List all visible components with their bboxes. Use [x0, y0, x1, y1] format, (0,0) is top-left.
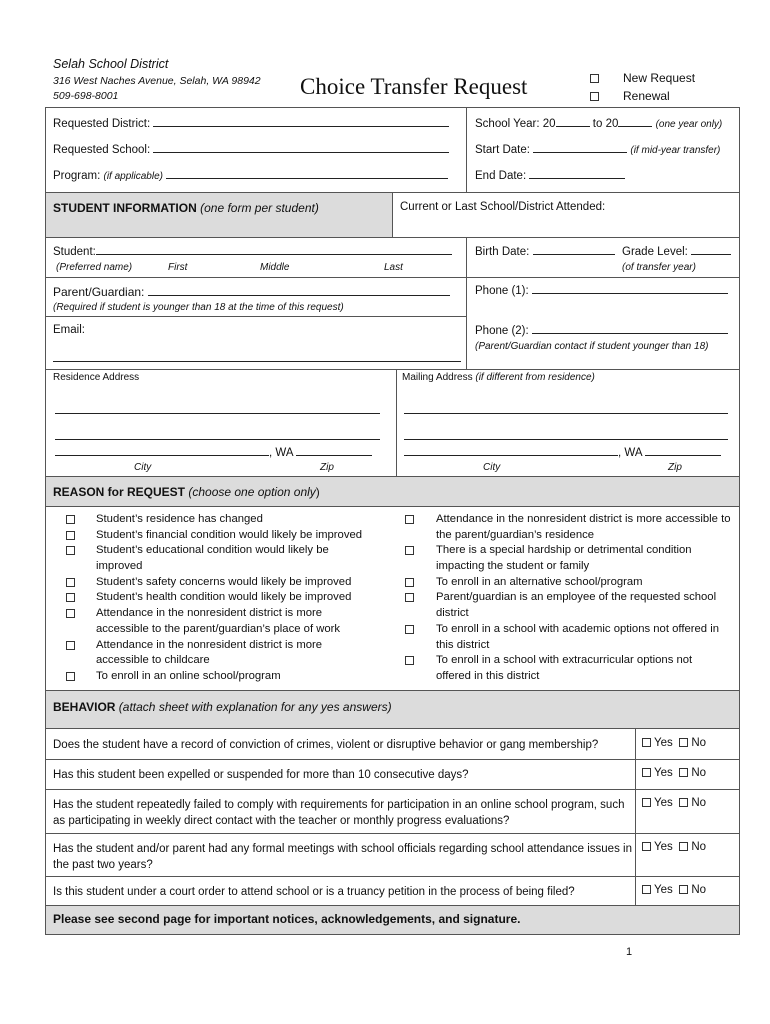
- checkbox-icon[interactable]: [405, 625, 414, 634]
- checkbox-icon[interactable]: [679, 885, 688, 894]
- checkbox-icon[interactable]: [405, 515, 414, 524]
- checkbox-icon[interactable]: [405, 656, 414, 665]
- new-request-option[interactable]: New Request: [590, 69, 695, 87]
- yes-no-2[interactable]: Yes No: [642, 767, 706, 779]
- second-page-notice: Please see second page for important notices, acknowledgements, and signature.: [53, 912, 521, 926]
- parent-note: (Required if student is younger than 18 at the time of this request): [53, 302, 344, 313]
- checkbox-icon[interactable]: [66, 515, 75, 524]
- district-address: 316 West Naches Avenue, Selah, WA 98942: [53, 75, 261, 87]
- residence-city-zip[interactable]: , WA: [55, 447, 372, 459]
- mailing-city-label: City: [483, 462, 501, 473]
- district-phone: 509-698-8001: [53, 90, 119, 102]
- grade-note: (of transfer year): [622, 262, 696, 273]
- mailing-city-zip[interactable]: , WA: [404, 447, 721, 459]
- checkbox-icon[interactable]: [66, 593, 75, 602]
- yes-no-5[interactable]: Yes No: [642, 884, 706, 896]
- residence-line-2[interactable]: [55, 431, 380, 443]
- request-type-options: [590, 69, 695, 105]
- behavior-question-4: Has the student and/or parent had any formal meetings with school officials regarding school attendance issues in the past two years?: [53, 843, 632, 871]
- end-date-field[interactable]: End Date:: [475, 170, 625, 182]
- program-field[interactable]: Program: (if applicable): [53, 170, 448, 182]
- parent-guardian-field[interactable]: Parent/Guardian:: [53, 285, 450, 299]
- student-name-field[interactable]: Student:: [53, 246, 452, 258]
- mailing-line-1[interactable]: [404, 405, 728, 417]
- yes-no-4[interactable]: Yes No: [642, 841, 706, 853]
- checkbox-icon[interactable]: [679, 768, 688, 777]
- checkbox-icon[interactable]: [642, 738, 651, 747]
- checkbox-icon[interactable]: [405, 578, 414, 587]
- checkbox-icon[interactable]: [642, 885, 651, 894]
- residence-zip-label: Zip: [320, 462, 334, 473]
- renewal-option[interactable]: Renewal: [590, 87, 695, 105]
- checkbox-icon[interactable]: [66, 546, 75, 555]
- checkbox-icon[interactable]: [66, 641, 75, 650]
- preferred-name-label: (Preferred name): [56, 262, 133, 273]
- middle-name-label: Middle: [260, 262, 290, 273]
- checkbox-icon[interactable]: [679, 842, 688, 851]
- checkbox-icon[interactable]: [66, 609, 75, 618]
- grade-level-field[interactable]: Grade Level:: [622, 246, 731, 258]
- mailing-zip-label: Zip: [668, 462, 682, 473]
- checkbox-icon[interactable]: [66, 531, 75, 540]
- checkbox-icon[interactable]: [642, 768, 651, 777]
- school-year-field[interactable]: School Year: 20 to 20 (one year only): [475, 118, 723, 130]
- checkbox-icon[interactable]: [66, 672, 75, 681]
- mailing-line-2[interactable]: [404, 431, 728, 443]
- start-date-field[interactable]: Start Date: (if mid-year transfer): [475, 144, 721, 156]
- form-title: Choice Transfer Request: [300, 74, 528, 99]
- checkbox-icon[interactable]: [679, 738, 688, 747]
- page-number: 1: [626, 946, 633, 958]
- checkbox-icon[interactable]: [405, 593, 414, 602]
- mailing-address-label: Mailing Address (if different from residence): [402, 372, 595, 383]
- email-field[interactable]: Email:: [53, 324, 85, 336]
- phone1-field[interactable]: Phone (1):: [475, 285, 728, 297]
- checkbox-icon[interactable]: [642, 842, 651, 851]
- requested-school-field[interactable]: Requested School:: [53, 144, 449, 156]
- behavior-question-1: Does the student have a record of conviction of crimes, violent or disruptive behavior or gang membership?: [53, 739, 599, 751]
- behavior-question-2: Has this student been expelled or suspended for more than 10 consecutive days?: [53, 769, 469, 781]
- residence-city-label: City: [134, 462, 152, 473]
- behavior-heading: BEHAVIOR (attach sheet with explanation for any yes answers): [53, 700, 392, 714]
- residence-line-1[interactable]: [55, 405, 380, 417]
- residence-address-label: Residence Address: [53, 372, 140, 383]
- behavior-question-5: Is this student under a court order to attend school or is a truancy petition in the process of being filed?: [53, 886, 575, 898]
- birth-date-field[interactable]: Birth Date:: [475, 246, 615, 258]
- first-name-label: First: [168, 262, 188, 273]
- checkbox-icon[interactable]: [590, 92, 599, 101]
- checkbox-icon[interactable]: [405, 546, 414, 555]
- checkbox-icon[interactable]: [66, 578, 75, 587]
- checkbox-icon[interactable]: [679, 798, 688, 807]
- student-info-heading: STUDENT INFORMATION (one form per student): [53, 201, 319, 215]
- district-name: Selah School District: [53, 57, 169, 71]
- reason-heading: REASON for REQUEST (choose one option only): [53, 485, 320, 499]
- yes-no-3[interactable]: Yes No: [642, 797, 706, 809]
- phone2-field[interactable]: Phone (2):: [475, 325, 728, 337]
- phone-note: (Parent/Guardian contact if student younger than 18): [475, 341, 709, 352]
- checkbox-icon[interactable]: [590, 74, 599, 83]
- checkbox-icon[interactable]: [642, 798, 651, 807]
- requested-district-field[interactable]: Requested District:: [53, 118, 449, 130]
- yes-no-1[interactable]: Yes No: [642, 737, 706, 749]
- behavior-question-3: Has the student repeatedly failed to comply with requirements for participation in an online school program, such as participating in weekly direct contact with the teacher or monthly progress evaluations?: [53, 799, 625, 827]
- last-name-label: Last: [384, 262, 403, 273]
- current-school-field[interactable]: Current or Last School/District Attended:: [400, 201, 606, 213]
